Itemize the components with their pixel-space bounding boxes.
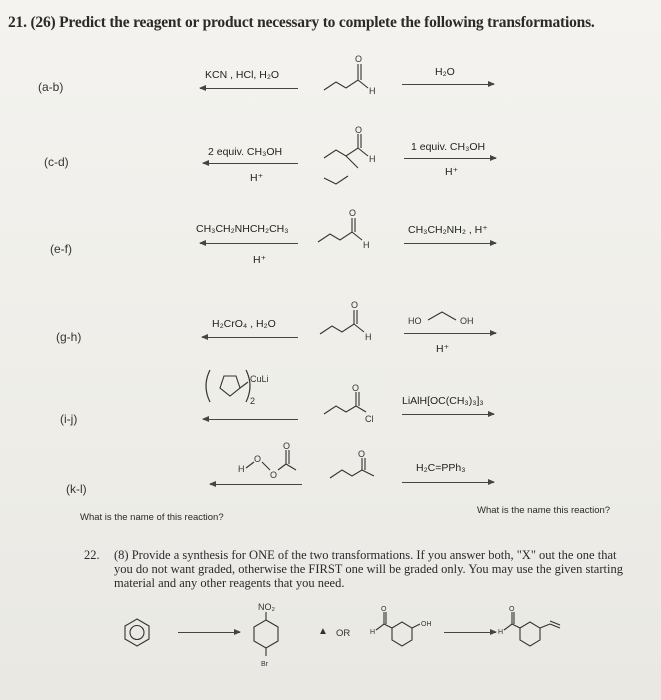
label-a-b: (a-b)	[38, 80, 64, 94]
arrow-j	[402, 414, 494, 415]
aldehyde-molecule-ef	[312, 206, 372, 251]
nitro-group-label: NO₂	[258, 602, 275, 612]
hydroxyl-label: OH	[421, 621, 432, 628]
oxygen-atom-2: O	[270, 470, 278, 480]
oxygen-atom: O	[349, 208, 357, 218]
reagent-j: LiAlH[OC(CH₃)₃]₃	[402, 395, 484, 407]
arrow-i	[203, 419, 298, 420]
reagent-g: H₂CrO₄ , H₂O	[212, 318, 276, 330]
cursor-icon: ▲	[318, 626, 328, 637]
label-i-j: (i-j)	[60, 412, 78, 426]
culi-label: CuLi	[250, 374, 269, 384]
label-g-h: (g-h)	[56, 330, 82, 344]
hydroxy-aldehyde-starting-material	[370, 606, 440, 652]
hydrogen-atom: H	[363, 240, 370, 250]
aldehyde-molecule-gh	[314, 298, 376, 343]
acid-chloride-molecule	[318, 383, 378, 428]
label-k-l: (k-l)	[66, 482, 87, 496]
question-name-reaction-right: What is the name this reaction?	[477, 505, 611, 516]
arrow-h	[404, 333, 496, 334]
bromonitrobenzene-target	[248, 602, 288, 668]
reagent-e-acid: H⁺	[253, 254, 267, 266]
arrow-a	[200, 88, 298, 89]
arrow-g	[202, 337, 298, 338]
reagent-e: CH₃CH₂NHCH₂CH₃	[196, 223, 289, 235]
hydrogen-atom: H	[369, 86, 376, 96]
subscript-2: 2	[250, 396, 256, 406]
question-name-reaction-left: What is the name of this reaction?	[80, 512, 224, 523]
oxygen-atom-3: O	[283, 441, 291, 451]
or-label: OR	[336, 628, 351, 639]
hydrogen-atom: H	[365, 332, 372, 342]
bromine-label: Br	[261, 661, 268, 668]
reagent-b: H₂O	[435, 66, 455, 78]
oxygen-atom: O	[254, 454, 262, 464]
arrow-f	[404, 243, 496, 244]
oxygen-atom: O	[351, 300, 359, 310]
question-22	[84, 548, 632, 590]
ethylene-glycol-reagent	[408, 306, 498, 330]
question-21-title: 21. (26) Predict the reagent or product necessary to complete the following transformations.	[8, 14, 595, 31]
label-e-f: (e-f)	[50, 242, 72, 256]
arrow-synthesis-1	[178, 632, 240, 633]
hydrogen-atom: H	[498, 629, 504, 636]
aldehyde-molecule-cd	[318, 125, 378, 188]
arrow-c	[203, 163, 298, 164]
arrow-l	[402, 482, 494, 483]
chlorine-atom: Cl	[365, 414, 374, 424]
oxygen-atom: O	[352, 383, 360, 393]
vinyl-aldehyde-target	[498, 606, 570, 652]
dicyclopentyl-cuprate-reagent	[200, 366, 280, 408]
arrow-b	[402, 84, 494, 85]
arrow-synthesis-2	[444, 632, 496, 633]
oxygen-atom: O	[358, 449, 366, 459]
hydrogen-atom: H	[370, 629, 376, 636]
question-22-text: (8) Provide a synthesis for ONE of the two transformations. If you answer both, "X" out the one that you do not want graded, otherwise the FIRST one will be graded only. You may use the given starting material and any other reagents that you need.	[114, 548, 623, 590]
reagent-d-acid: H⁺	[445, 166, 459, 178]
benzene-starting-material	[122, 617, 152, 647]
hydrogen-atom: H	[369, 154, 376, 164]
oxygen-atom: O	[381, 606, 387, 613]
ketone-molecule	[326, 449, 386, 488]
reagent-d: 1 equiv. CH₃OH	[411, 141, 486, 153]
arrow-e	[200, 243, 298, 244]
label-c-d: (c-d)	[44, 155, 69, 169]
reagent-f: CH₃CH₂NH₂ , H⁺	[408, 224, 488, 236]
oxygen-atom: O	[355, 54, 363, 64]
oxygen-atom: O	[509, 606, 515, 613]
arrow-k	[210, 484, 302, 485]
oh-label: OH	[460, 316, 474, 326]
reagent-c-acid: H⁺	[250, 172, 264, 184]
aldehyde-molecule-ab	[318, 52, 378, 97]
hydrogen-atom: H	[238, 464, 245, 474]
arrow-d	[404, 158, 496, 159]
reagent-a: KCN , HCl, H₂O	[205, 69, 280, 81]
ho-label: HO	[408, 316, 422, 326]
formate-ester-molecule	[238, 441, 308, 486]
reagent-h-acid: H⁺	[436, 343, 450, 355]
oxygen-atom: O	[355, 125, 363, 135]
reagent-c: 2 equiv. CH₃OH	[208, 146, 283, 158]
reagent-l: H₂C=PPh₃	[416, 462, 466, 474]
question-22-number: 22.	[84, 548, 100, 562]
